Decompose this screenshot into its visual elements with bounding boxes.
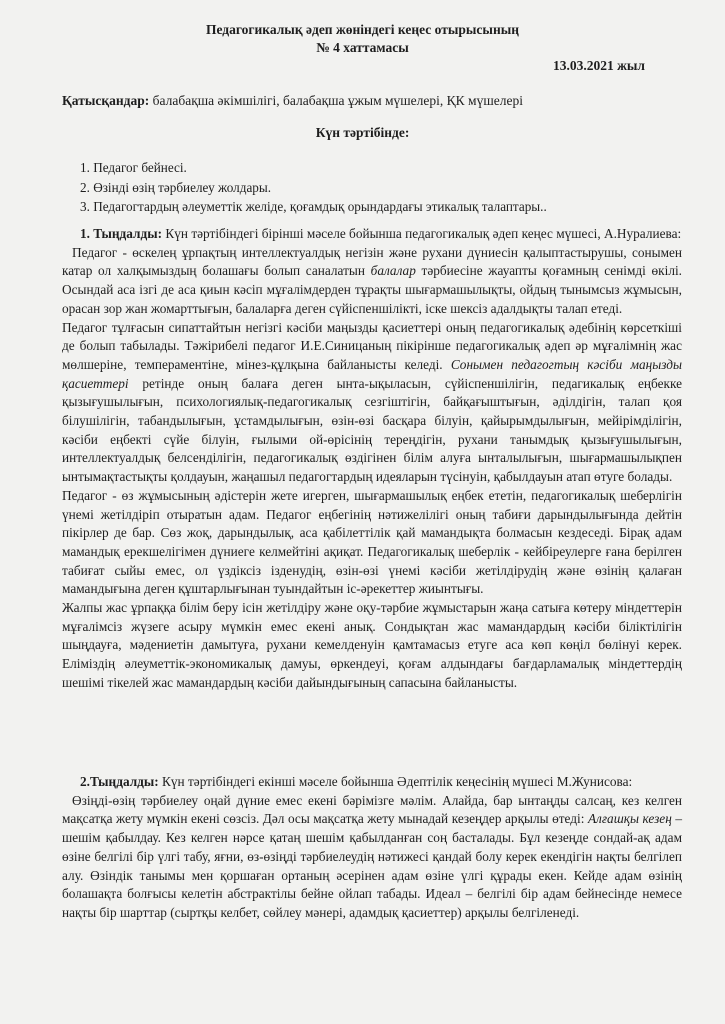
participants-line <box>62 93 523 109</box>
section-2-lead: 2.Тыңдалды: <box>80 774 159 789</box>
agenda-item: 2. Өзінді өзің тәрбиелеу жолдары. <box>80 179 272 195</box>
document-title-line1: Педагогикалық әдеп жөніндегі кеңес отырысының <box>205 22 520 37</box>
section-1-paragraph-1: Педагог - өскелең ұрпақтың интеллектуалдық негізін және рухани дүниесін қалыптастырушы, сонымен катар ол халқымыздың болашағы болып саналатын балалар тәрбиесіне жауапты қоғамның сенімді өкілі. Осындай аса ізгі де аса қиын кәсіп мұғалімдерден тұрақты шығармашылықты, ойдың тынымсыз жұмысын, орасан зор жан жомарттығын, балаларға деген сүйіспеншілікті, іске шексіз адалдықты талап етеді. <box>62 244 682 316</box>
agenda-title: Күн тәртібінде: <box>315 125 410 140</box>
section-2-intro <box>62 773 682 792</box>
section-2-intro-text: Күн тәртібіндегі екінші мәселе бойынша Әдептілік кеңесінің мүшесі М.Жунисова: <box>158 774 633 789</box>
section-2 <box>62 773 682 923</box>
participants-text: балабақша әкімшілігі, балабақша ұжым мүшелері, ҚК мүшелері <box>149 93 523 108</box>
document-title-line2: № 4 хаттамасы <box>316 40 409 55</box>
section-1-intro-text: Күн тәртібіндегі бірінші мәселе бойынша педагогикалық әдеп кеңес мүшесі, А.Нуралиева: <box>162 226 682 241</box>
section-1-paragraph-4: Жалпы жас ұрпаққа білім беру ісін жетілдіру және оқу-тәрбие жұмыстарын жаңа сатыға көтеру міндеттерін мұғалімсіз жүзеге асыру мүмкін емес екені анық. Сондықтан жас мамандардың кәсіби біліктілігін шыңдауға, мәдениетін дамытуға, рухани кемелденуін қамтамасыз етуге аса көп көңіл бөлінуі керек. Еліміздің әлеуметтік-экономикалық дамуы, өркендеуі, қоғам алдындағы бағдарламалық міндеттердің шешімі тікелей жас мамандардың кәсіби дайындығының сапасына байланысты. <box>62 600 682 690</box>
document-date: 13.03.2021 жыл <box>552 58 645 73</box>
section-1 <box>62 225 682 693</box>
section-2-paragraph-1: Өзіңді-өзің тәрбиелеу оңай дүние емес екені бәрімізге мәлім. Алайда, бар ынтаңды салсаң, кез келген мақсатқа жету мүмкін екені сөзсіз. Дәл осы мақсатқа жету мынадай кезеңдер арқылы өтеді: Алғашқы кезең – шешім қабылдау. Кез келген нәрсе қатаң шешім қабылданған соң басталады. Бұл кезеңде сондай-ақ адам өзіне белгілі бір үлгі табу, яғни, өз-өзіңді тәрбиелеудің нәтижесі қандай болу керек екендігін нақты белгілеп алу. Өзіндік танымы мен қоршаған ортаның әсерінен адам өзіне үлгі құрады екен. Кейде адам өзінің болашақта болғысы келетін абстрактілы бейне ойлап табады. Идеал – белгілі бір адам бейнесінде немесе нақты бір шарттар (сыртқы келбет, сөйлеу мәнері, адамдық қасиеттер) арқылы белгіленеді. <box>62 792 682 920</box>
agenda-list <box>80 158 640 217</box>
section-1-paragraph-3: Педагог - өз жұмысының әдістерін жете игерген, шығармашылық еңбек ететін, педагогикалық шеберлігін үнемі жетілдіріп отыратын адам. Педагог еңбегінің нәтижелілігі оның табиғи дарындылығында дейтін пікірлер де бар. Сөз жоқ, дарындылық, аса қабілеттілік қай мамандықта болмасын кездеседі. Бірақ адам мамандық ерекшелігімен дүниеге келмейтіні ақиқат. Педагогикалық шеберлік - кейбіреулерге ғана берілген табиғат сыйы емес, ол үздіксіз ізденудің, өзін-өзі үнемі кәсіби жетілдірудің және өзінің қалаған мамандығына деген құштарлығынан туындайтын іс-әрекеттер жиынтығы. <box>62 487 682 597</box>
agenda-item: 3. Педагогтардың әлеуметтік желіде, қоғамдық орындардағы этикалық талаптары.. <box>80 199 547 214</box>
section-1-intro <box>62 225 682 244</box>
section-1-paragraph-2: Педагог тұлғасын сипаттайтын негізгі кәсіби маңызды қасиеттері оның педагогикалық әдебінің көрсеткіші де болып табылады. Тәжірибелі педагог И.Е.Синицаның пікірінше педагогикалық әдеп әр мұғалімнің жас мөлшеріне, темпераментіне, мінез-құлқына байланысты келеді. Сонымен педагогтың кәсіби маңызды қасиеттері ретінде оның балаға деген ынта-ықыласын, сүйіспеншілігін, педагикалық еңбекке қызығушылығын, психологиялық-педагогикалық сезгіштігін, байқағыштығын, әділдігін, талап қоя білушілігін, табандылығын, ұстамдылығын, өзін-өзі басқара білуін, қайырымдылығын, мейірімділігін, кәсіби еңбекті сүйе білуін, ғылыми ой-өрісінің тереңдігін, рухани танымдық қызығушылығын, интеллектуалдық белсенділігін, педагогикалық өздігінен білім алуға ынталылығын, шығармашылықпен ынтымақтастықты қолдауын, жаңашыл педагогтардың идеяларын түсінуін, қабылдауын атап өтуге болады. <box>62 319 683 485</box>
agenda-item: 1. Педагог бейнесі. <box>80 160 187 175</box>
participants-label: Қатысқандар: <box>62 93 150 108</box>
section-1-lead: 1. Тыңдалды: <box>80 226 163 241</box>
